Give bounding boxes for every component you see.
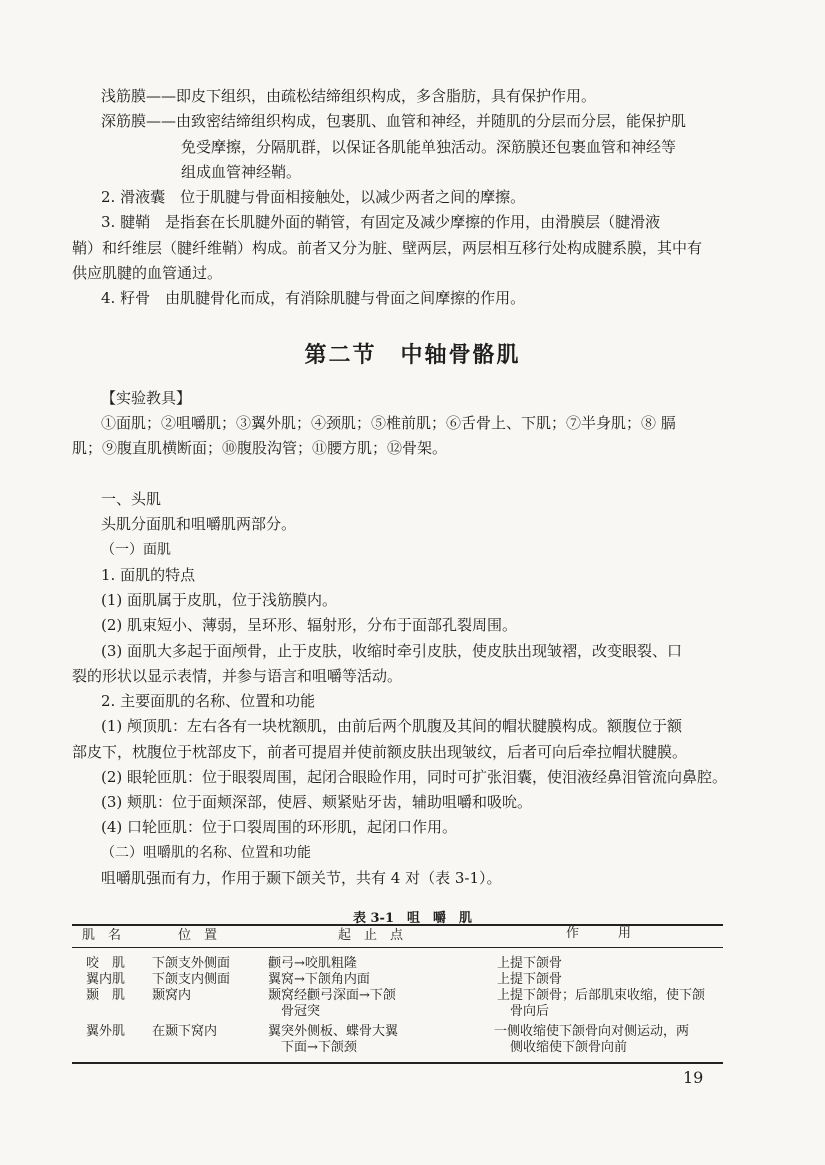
table-cell: 咬 肌 xyxy=(86,956,126,971)
text-line: 1. 面肌的特点 xyxy=(101,566,196,584)
table-cell: 上提下颌骨 xyxy=(497,972,563,987)
text-line: 组成血管神经鞘。 xyxy=(181,163,302,181)
text-line: ①面肌；②咀嚼肌；③翼外肌；④颈肌；⑤椎前肌；⑥舌骨上、下肌；⑦半身肌；⑧ 膈 xyxy=(101,414,676,432)
text-line: 裂的形状以显示表情，并参与语言和咀嚼等活动。 xyxy=(72,667,403,685)
table-cell: 颞窝内 xyxy=(152,988,192,1003)
table-cell: 翼窝→下颌角内面 xyxy=(268,972,370,987)
table-cell: 上提下颌骨 xyxy=(497,956,563,971)
text-line: 头肌分面肌和咀嚼肌两部分。 xyxy=(101,515,297,533)
subheading: 一、头肌 xyxy=(101,490,162,508)
text-line: (3) 颊肌：位于面颊深部，使唇、颊紧贴牙齿，辅助咀嚼和吸吮。 xyxy=(101,793,533,811)
table-bottom-rule xyxy=(72,1062,723,1064)
text-line: 2. 主要面肌的名称、位置和功能 xyxy=(101,692,316,710)
table-cell: 颞窝经颧弓深面→下颌 xyxy=(268,988,396,1003)
table-header: 位 置 xyxy=(178,928,218,943)
table-cell: 下面→下颌颈 xyxy=(281,1040,357,1055)
text-line: 4. 籽骨 由肌腱骨化而成，有消除肌腱与骨面之间摩擦的作用。 xyxy=(101,289,526,307)
text-line: 鞘）和纤维层（腱纤维鞘）构成。前者又分为脏、壁两层，两层相互移行处构成腱系膜，其中有 xyxy=(72,239,703,257)
text-line: 肌；⑨腹直肌横断面；⑩腹股沟管；⑪腰方肌；⑫骨架。 xyxy=(72,439,448,457)
table-header: 肌 名 xyxy=(82,928,122,943)
table-header: 作 用 xyxy=(566,926,632,941)
table-cell: 翼外肌 xyxy=(86,1024,126,1039)
text-line: 2. 滑液囊 位于肌腱与骨面相接触处，以减少两者之间的摩擦。 xyxy=(101,188,526,206)
table-cell: 上提下颌骨；后部肌束收缩，使下颌 xyxy=(497,988,706,1003)
table-caption: 表 3-1 咀 嚼 肌 xyxy=(352,911,472,926)
table-header-rule xyxy=(72,947,723,948)
subheading: （二）咀嚼肌的名称、位置和功能 xyxy=(101,845,311,861)
text-line: 部皮下，枕腹位于枕部皮下，前者可提眉并使前额皮肤出现皱纹，后者可向后牵拉帽状腱膜。 xyxy=(72,743,688,761)
table-cell: 下颌支外侧面 xyxy=(152,956,231,971)
text-line: 【实验教具】 xyxy=(101,389,192,407)
table-header: 起 止 点 xyxy=(338,928,404,943)
subheading: （一）面肌 xyxy=(101,542,171,558)
text-line: 浅筋膜——即皮下组织，由疏松结缔组织构成，多含脂肪，具有保护作用。 xyxy=(101,87,597,105)
table-cell: 一侧收缩使下颌骨向对侧运动，两 xyxy=(494,1024,690,1039)
text-line: 供应肌腱的血管通过。 xyxy=(72,264,223,282)
text-line: 3. 腱鞘 是指套在长肌腱外面的鞘管，有固定及减少摩擦的作用，由滑膜层（腱滑液 xyxy=(101,213,661,231)
table-cell: 骨冠突 xyxy=(281,1004,321,1019)
table-cell: 侧收缩使下颌骨向前 xyxy=(510,1040,628,1055)
text-line: (3) 面肌大多起于面颅骨，止于皮肤，收缩时牵引皮肤，使皮肤出现皱褶，改变眼裂、口 xyxy=(101,642,683,660)
table-cell: 翼突外侧板、蝶骨大翼 xyxy=(268,1024,399,1039)
text-line: 免受摩擦，分隔肌群，以保证各肌能单独活动。深筋膜还包裹血管和神经等 xyxy=(181,138,677,156)
text-line: 咀嚼肌强而有力，作用于颞下颌关节，共有 4 对（表 3-1）。 xyxy=(101,869,502,887)
table-cell: 在颞下窝内 xyxy=(152,1024,218,1039)
table-cell: 骨向后 xyxy=(510,1004,550,1019)
text-line: (1) 颅顶肌：左右各有一块枕额肌，由前后两个肌腹及其间的帽状腱膜构成。额腹位于额 xyxy=(101,717,683,735)
text-line: (4) 口轮匝肌：位于口裂周围的环形肌，起闭口作用。 xyxy=(101,818,458,836)
table-cell: 下颌支内侧面 xyxy=(152,972,231,987)
section-title: 第二节 中轴骨骼肌 xyxy=(304,342,521,368)
text-line: (2) 肌束短小、薄弱，呈环形、辐射形，分布于面部孔裂周围。 xyxy=(101,616,518,634)
text-line: (2) 眼轮匝肌：位于眼裂周围，起闭合眼睑作用，同时可扩张泪囊，使泪液经鼻泪管流向鼻腔。 xyxy=(101,768,728,786)
table-cell: 颧弓→咬肌粗隆 xyxy=(268,956,357,971)
table-cell: 颞 肌 xyxy=(86,988,126,1003)
text-line: 深筋膜——由致密结缔组织构成，包裹肌、血管和神经，并随肌的分层而分层，能保护肌 xyxy=(101,112,687,130)
page-number: 19 xyxy=(683,1068,704,1087)
table-cell: 翼内肌 xyxy=(86,972,126,987)
text-line: (1) 面肌属于皮肌，位于浅筋膜内。 xyxy=(101,591,338,609)
